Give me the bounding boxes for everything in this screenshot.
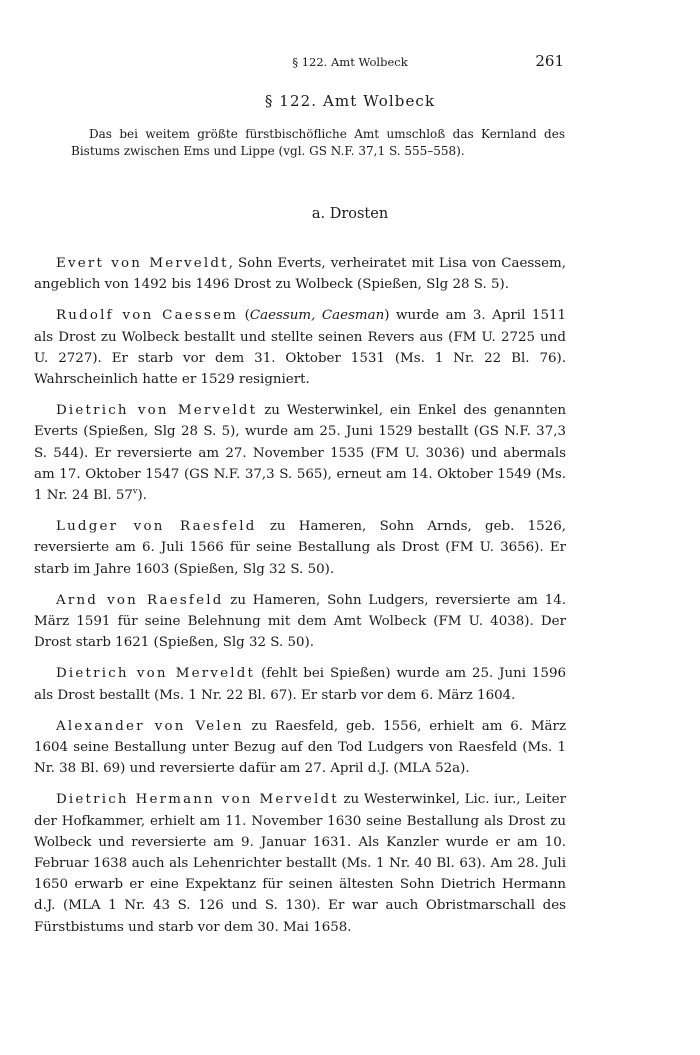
drost-entry [34, 663, 566, 705]
alias-open: ( [238, 308, 250, 324]
entry-text: (fehlt bei Spießen) wurde am 25. Juni 1596 als Drost bestallt (Ms. 1 Nr. 22 Bl. 67). Er starb vor dem 6. März 1604. [34, 666, 566, 703]
drost-entry [34, 305, 566, 390]
entry-text: zu Hameren, Sohn Arnds, geb. 1526, reversierte am 6. Juli 1566 für seine Bestallung als Drost (FM U. 3656). Er starb im Jahre 1603 (Spießen, Slg 32 S. 50). [34, 519, 566, 577]
entry-text: zu Westerwinkel, ein Enkel des genannten Everts (Spießen, Slg 28 S. 5), wurde am 25. Juni 1529 bestallt (GS N.F. 37,3 S. 544). Er reversierte am 27. November 1535 (FM U. 3036) und abermals am 17. Oktober 1547 (GS N.F. 37,3 S. 565), erneut am 14. Oktober 1549 (Ms. 1 Nr. 24 Bl. 57 [34, 403, 567, 504]
alias-close: ) [384, 308, 390, 324]
drost-entry [34, 590, 566, 654]
running-title: § 122. Amt Wolbeck [292, 55, 408, 69]
person-name: Evert von Merveldt [56, 256, 229, 271]
entry-text-end: ). [137, 488, 147, 504]
entry-text: wurde am 3. April 1511 als Drost zu Wolbeck bestallt und stellte seinen Revers aus (FM U. 2725 und U. 2727). Er starb vor dem 31. Oktober 1531 (Ms. 1 Nr. 22 Bl. 76). Wahrscheinlich hatte er 1529 resigniert. [34, 308, 567, 388]
person-name: Dietrich von Merveldt [56, 403, 258, 419]
entry-text: zu Hameren, Sohn Ludgers, reversierte am 14. März 1591 für seine Belehnung mit dem Amt Wolbeck (FM U. 4038). Der Drost starb 1621 (Spießen, Slg 32 S. 50). [34, 592, 566, 651]
entry-text: zu Raesfeld, geb. 1556, erhielt am 6. März 1604 seine Bestallung unter Bezug auf den Tod Ludgers von Raesfeld (Ms. 1 Nr. 38 Bl. 69) und reversierte dafür am 27. April d.J. (MLA 52a). [34, 718, 566, 777]
subsection-heading: a. Drosten [311, 206, 389, 222]
section-intro: Das bei weitem größte fürstbischöfliche Amt umschloß das Kernland des Bistums zwischen Ems und Lippe (vgl. GS N.F. 37,1 S. 555–558). [71, 127, 565, 158]
running-head [0, 52, 700, 70]
drost-entry [34, 789, 566, 937]
person-name: Alexander von Velen [56, 718, 244, 734]
section-heading: § 122. Amt Wolbeck [264, 92, 436, 110]
verso-superscript: v [132, 486, 138, 496]
person-name: Arnd von Raesfeld [56, 592, 224, 608]
page-number: 261 [535, 52, 564, 70]
person-name: Dietrich von Merveldt [56, 666, 256, 682]
entry-text: zu Westerwinkel, Lic. iur., Leiter der Hofkammer, erhielt am 11. November 1630 seine Bestallung als Drost zu Wolbeck und reversierte am 9. Januar 1631. Als Kanzler wurde er am 10. Februar 1638 auch als Lehenrichter bestallt (Ms. 1 Nr. 40 Bl. 63). Am 28. Juli 1650 erwarb er eine Expektanz für seinen ältesten Sohn Dietrich Hermann d.J. (MLA 1 Nr. 43 S. 126 und S. 130). Er war auch Obristmarschall des Fürstbistums und starb vor dem 30. Mai 1658. [34, 792, 566, 935]
drost-entry [34, 516, 566, 580]
person-name: Rudolf von Caessem [56, 308, 239, 324]
drost-entry [34, 400, 566, 506]
drosten-list [34, 253, 566, 948]
person-name: Dietrich Hermann von Merveldt [56, 792, 339, 808]
drost-entry [34, 716, 566, 780]
entry-text: , Sohn Everts, verheiratet mit Lisa von Caessem, angeblich von 1492 bis 1496 Drost zu Wolbeck (Spießen, Slg 28 S. 5). [34, 256, 566, 293]
name-variants: Caessum, Caesman [249, 308, 385, 324]
drost-entry [34, 253, 566, 295]
person-name: Ludger von Raesfeld [56, 519, 257, 535]
